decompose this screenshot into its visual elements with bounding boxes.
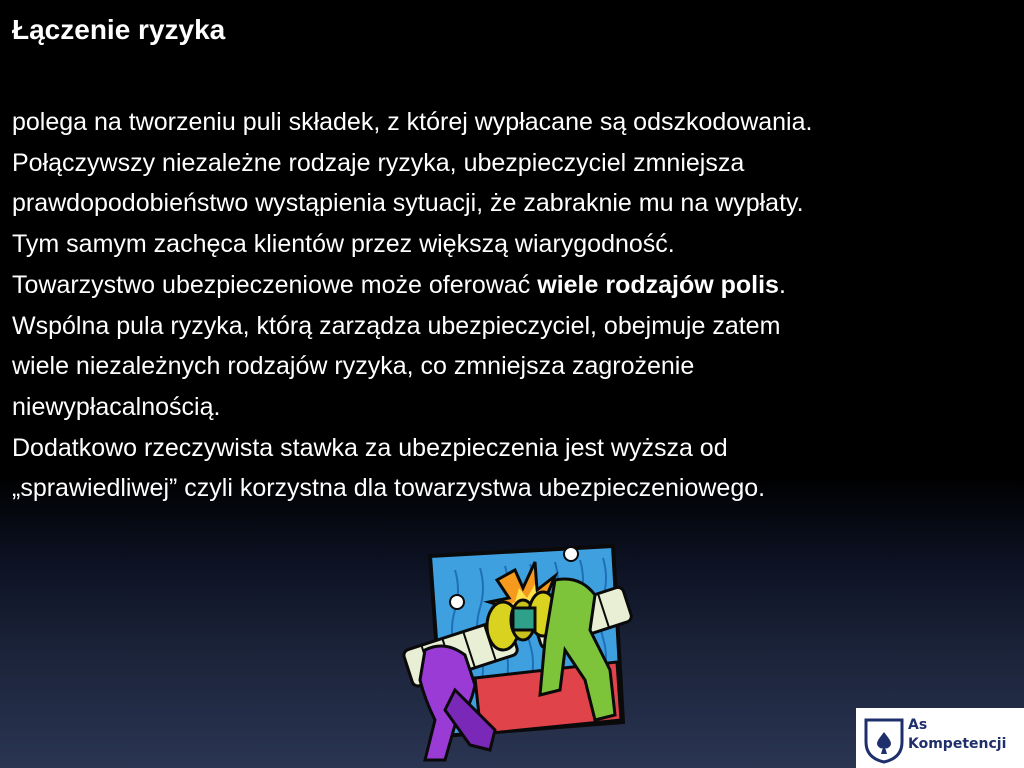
merger-clipart [385,540,645,768]
body-line-with-emphasis [12,265,1017,306]
slide-body [12,102,1017,509]
body-text: . [778,270,786,299]
body-line: Tym samym zachęca klientów przez większą wiarygodność. [12,230,675,259]
body-line: Dodatkowo rzeczywista stawka za ubezpieczenia jest wyższa od [12,433,728,462]
shield-emblem-icon [860,714,908,764]
body-line: polega na tworzeniu puli składek, z której wypłacane są odszkodowania. [12,108,813,136]
as-kompetencji-logo [856,708,1024,768]
body-line: prawdopodobieństwo wystąpienia sytuacji, że zabraknie mu na wypłaty. [12,189,804,218]
body-line: niewypłacalnością. [12,392,221,421]
slide-title: Łączenie ryzyka [12,14,226,45]
logo-text [908,716,1006,754]
body-line: „sprawiedliwej” czyli korzystna dla towarzystwa ubezpieczeniowego. [12,474,766,503]
logo-line-1: As [908,717,928,733]
logo-line-2: Kompetencji [908,736,1007,752]
body-line: Wspólna pula ryzyka, którą zarządza ubezpieczyciel, obejmuje zatem [12,311,781,340]
body-line: wiele niezależnych rodzajów ryzyka, co zmniejsza zagrożenie [12,352,695,381]
body-line: Połączywszy niezależne rodzaje ryzyka, ubezpieczyciel zmniejsza [12,148,745,177]
emphasis-text: wiele rodzajów polis [537,270,779,299]
body-text: Towarzystwo ubezpieczeniowe może oferować [12,270,538,299]
